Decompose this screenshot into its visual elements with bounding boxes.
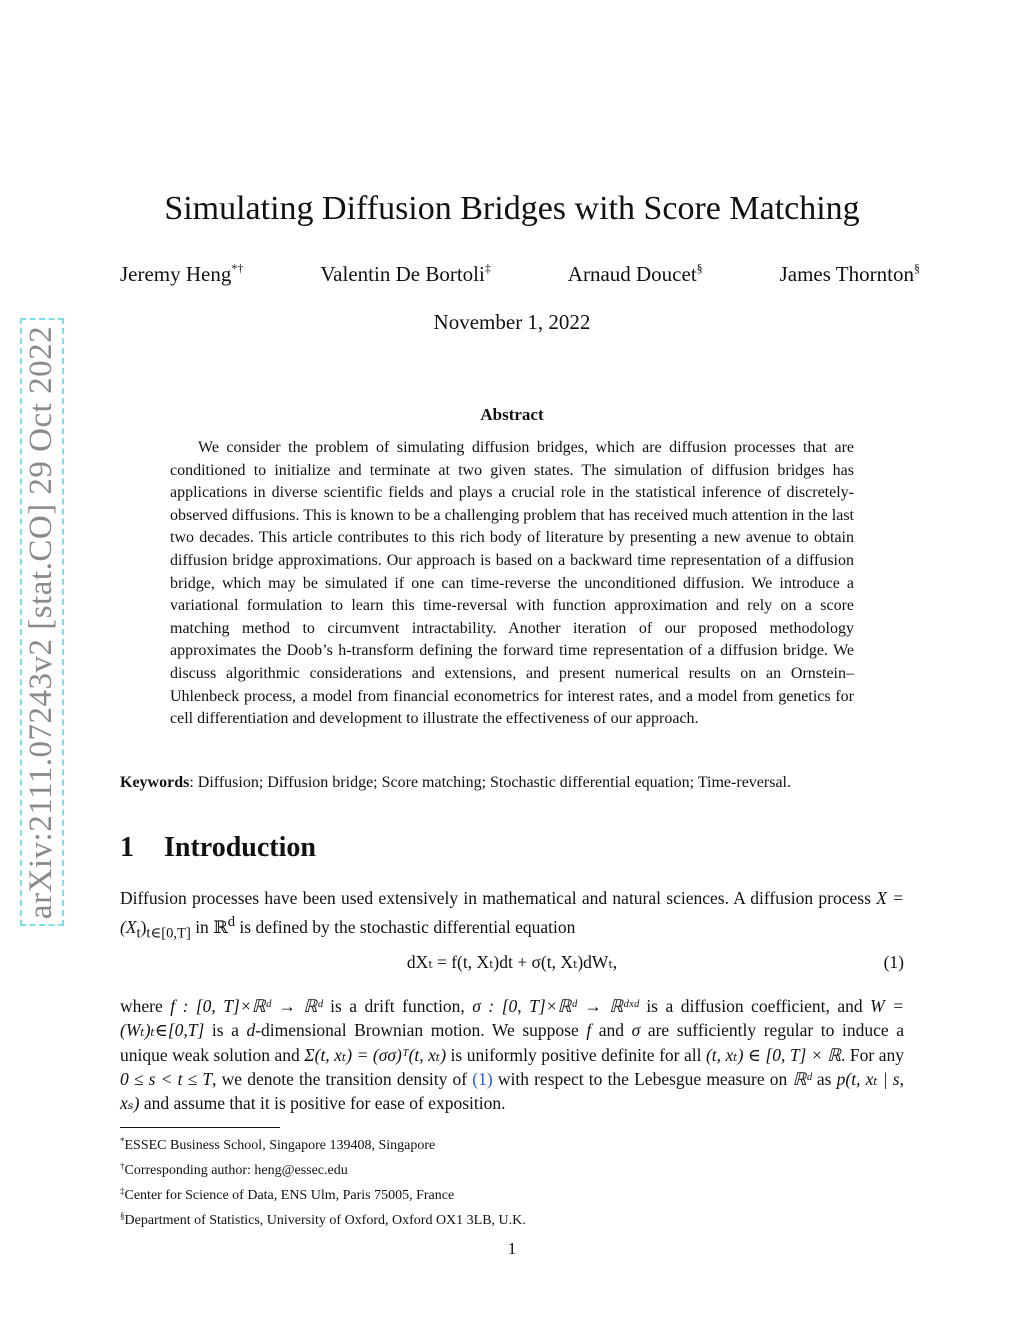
author: Arnaud Doucet§ [567, 261, 703, 286]
keywords-text: : Diffusion; Diffusion bridge; Score matching; Stochastic differential equation; Time-reversal. [189, 774, 791, 791]
paper-title: Simulating Diffusion Bridges with Score Matching [164, 190, 860, 227]
author-affiliation-mark: ‡ [484, 261, 491, 275]
author-affiliation-mark: § [696, 261, 703, 275]
author-list [120, 261, 920, 287]
footnote-divider [120, 1127, 280, 1128]
intro-paragraph: where f : [0, T]×ℝᵈ → ℝᵈ is a drift function, σ : [0, T]×ℝᵈ → ℝᵈˣᵈ is a diffusion coefficient, and W = (Wₜ)ₜ∈[0,T] is a d-dimensional Brownian motion. We suppose f and σ are sufficiently regular to induce a unique weak solution and Σ(t, xₜ) = (σσ)ᵀ(t, xₜ) is uniformly positive definite for all (t, xₜ) ∈ [0, T] × ℝ. For any 0 ≤ s < t ≤ T, we denote the transition density of (1) with respect to the Lebesgue measure on ℝᵈ as p(t, xₜ | s, xₛ) and assume that it is positive for ease of exposition. [120, 996, 905, 1114]
footnote: †Corresponding author: heng@essec.edu [120, 1161, 348, 1178]
abstract-heading: Abstract [480, 405, 544, 424]
keywords-label: Keywords [120, 774, 190, 791]
arxiv-identifier-text: arXiv:2111.07243v2 [stat.CO] 29 Oct 2022 [23, 325, 60, 919]
footnotes [120, 1131, 904, 1231]
math-inline: X = (X [120, 888, 904, 937]
footnote: §Department of Statistics, University of Oxford, Oxford OX1 3LB, U.K. [120, 1211, 526, 1228]
math-inline: ℝ [213, 916, 228, 937]
author: Jeremy Heng*† [120, 261, 244, 286]
author: Valentin De Bortoli‡ [320, 261, 491, 286]
section-number: 1 [120, 832, 134, 863]
equation-number: (1) [883, 952, 904, 972]
author-affiliation-mark: § [913, 261, 920, 275]
keywords-line [120, 774, 910, 792]
footnote: ‡Center for Science of Data, ENS Ulm, Paris 75005, France [120, 1186, 455, 1203]
page-number: 1 [507, 1239, 517, 1258]
abstract-body: We consider the problem of simulating diffusion bridges, which are diffusion processes that are conditioned to initialize and terminate at two given states. The simulation of diffusion bridges has applications in diverse scientific fields and plays a crucial role in the statistical inference of discretely-observed diffusions. This is known to be a challenging problem that has received much attention in the last two decades. This article contributes to this rich body of literature by presenting a new avenue to obtain diffusion bridge approximations. Our approach is based on a backward time representation of a diffusion bridge, which may be simulated if one can time-reverse the unconditioned diffusion. We introduce a variational formulation to learn this time-reversal with function approximation and rely on a score matching method to circumvent intractability. Another iteration of our proposed methodology approximates the Doob’s h-transform defining the forward time representation of a diffusion bridge. We discuss algorithmic considerations and extensions, and present numerical results on an Ornstein–Uhlenbeck process, a model from financial econometrics for interest rates, and a model from genetics for cell differentiation and development to illustrate the effectiveness of our approach. [170, 439, 854, 728]
section-heading [120, 832, 316, 864]
section-title: Introduction [164, 832, 316, 863]
display-equation [120, 952, 904, 973]
publication-date: November 1, 2022 [433, 310, 591, 334]
author-affiliation-mark: *† [231, 261, 244, 275]
equation-body: dXₜ = f(t, Xₜ)dt + σ(t, Xₜ)dWₜ, [406, 952, 618, 972]
intro-paragraph: Diffusion processes have been used extensively in mathematical and natural sciences. A diffusion process $X = (X_t)_{t\in[0,T]}$ in ℝ$^d$ is defined by the stochastic differential equation [120, 888, 904, 942]
footnote: *ESSEC Business School, Singapore 139408, Singapore [120, 1136, 436, 1153]
equation-reference-link[interactable]: (1) [472, 1068, 493, 1089]
author: James Thornton§ [779, 261, 920, 286]
